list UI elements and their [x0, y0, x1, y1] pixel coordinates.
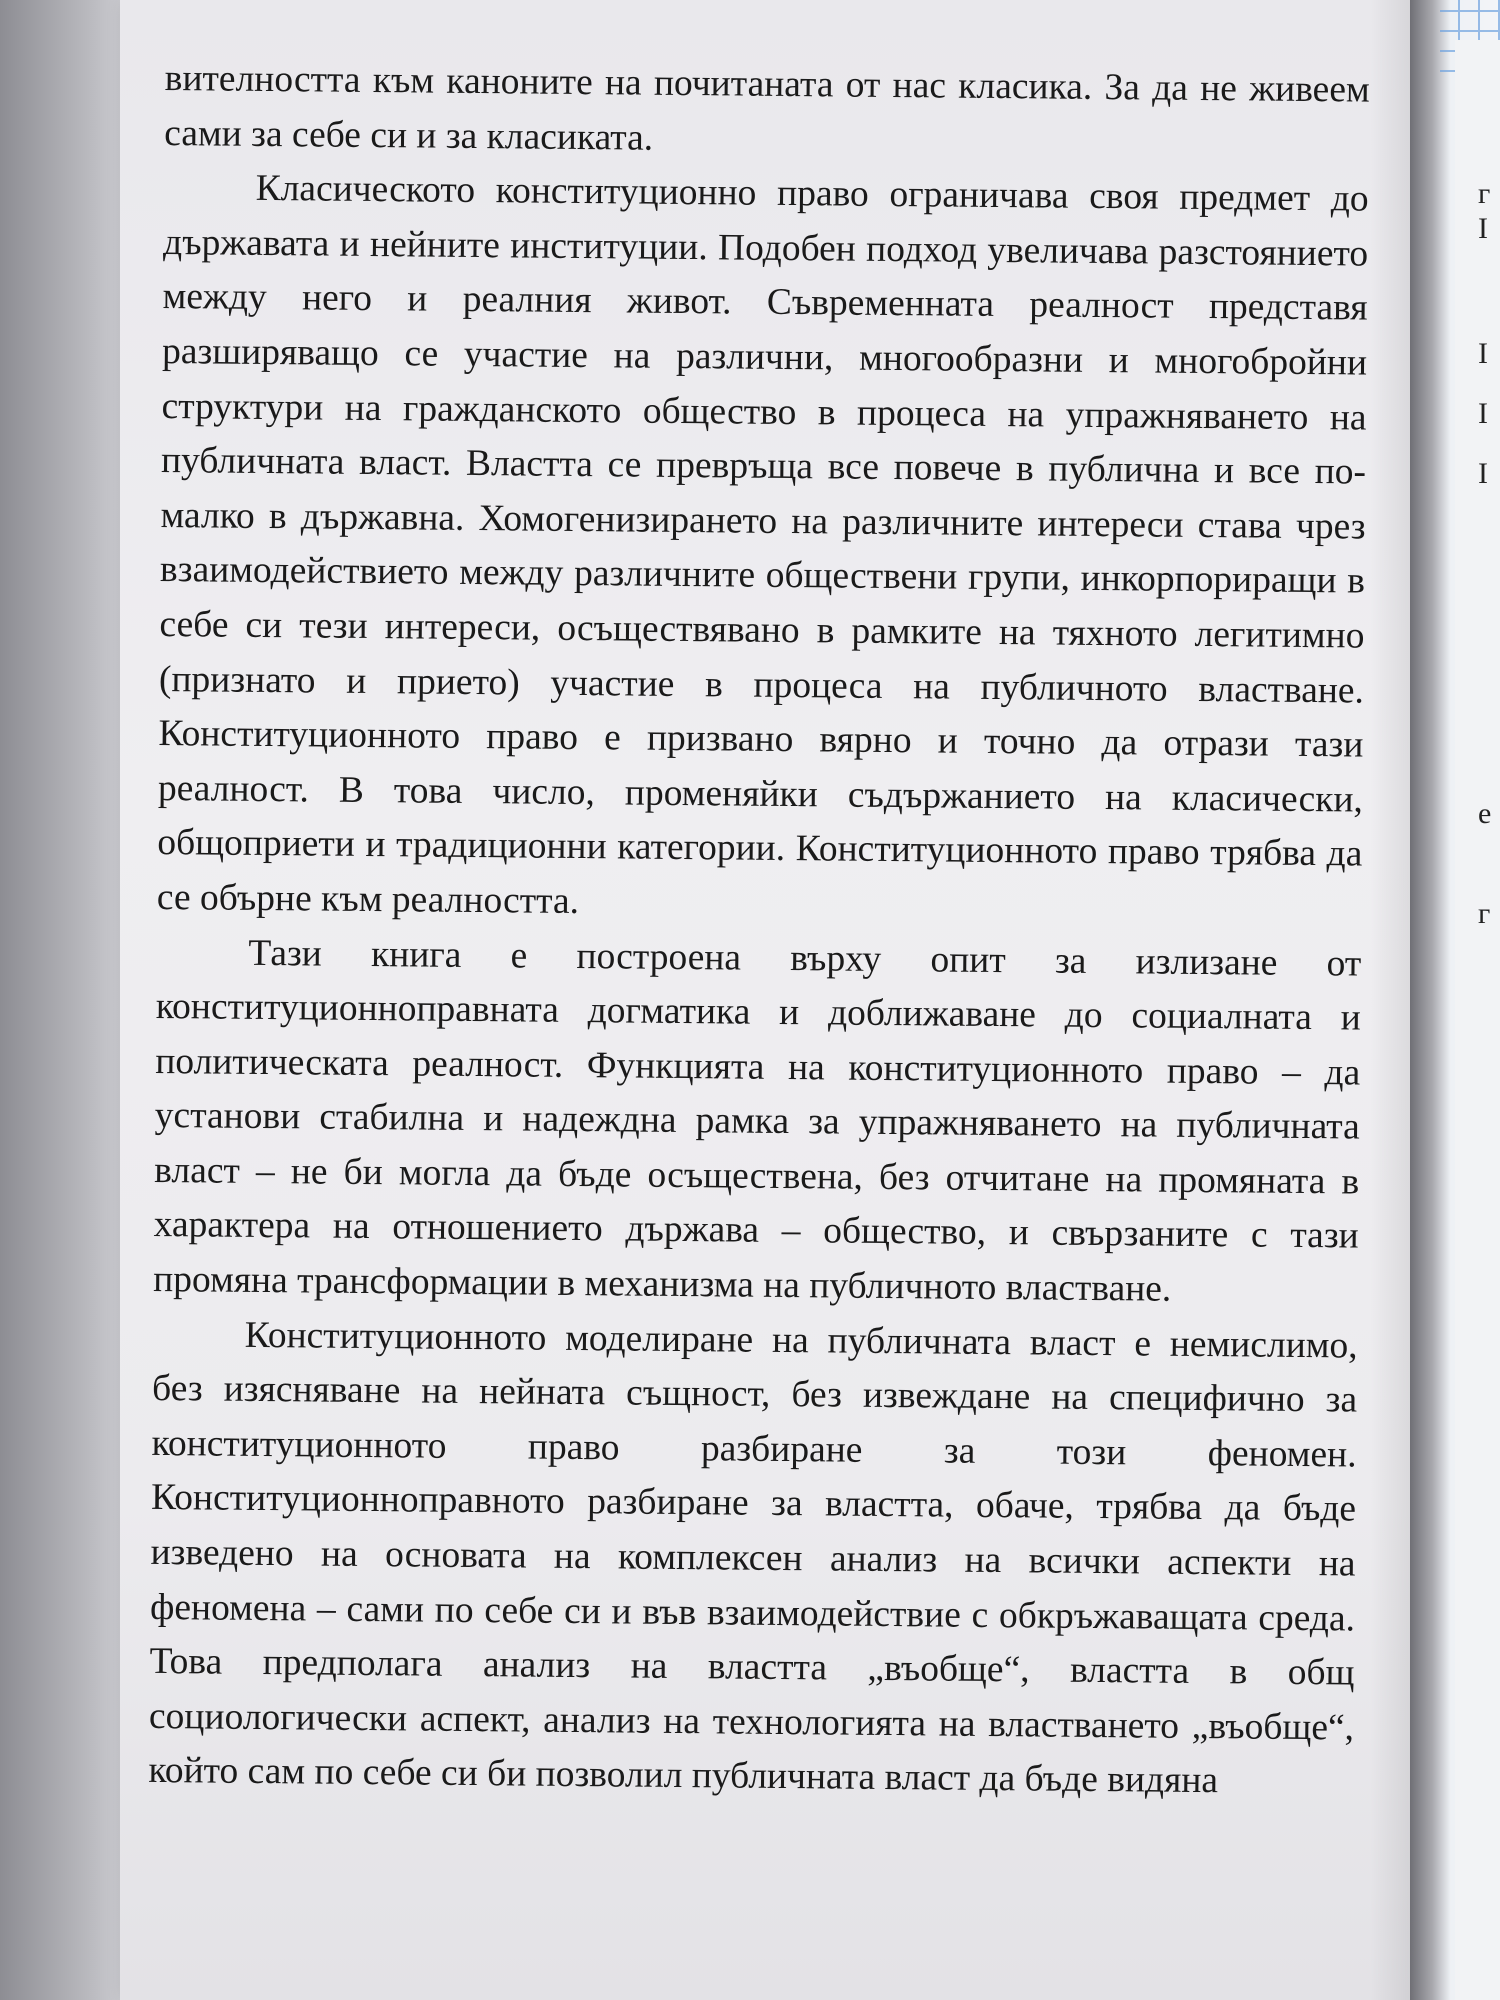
facing-page-glyph: І: [1478, 340, 1488, 368]
facing-page-glyph: г: [1478, 180, 1491, 208]
paragraph-4: Конституционното моделиране на публичната власт е немислимо, без изясняване на нейната същност, без извеждане на специфично за конституционното право разбиране за този феномен. Конституционноправното разбиране за властта, обаче, трябва да бъде изведено на основата на комплексен анализ на всички аспекти на феномена – сами по себе си и във взаимодействие с обкръжаващата среда. Това предполага анализ на властта „въобще“, властта в общ социологически аспект, анализ на технологията на властването „въобще“, който сам по себе си би позволил публичната власт да бъде видяна: [148, 1314, 1358, 1802]
facing-page-glyph: І: [1478, 460, 1488, 488]
facing-page-glyph: г: [1478, 900, 1491, 928]
facing-page-glyph: е: [1478, 800, 1492, 828]
facing-page-glyph: І: [1478, 400, 1488, 428]
body-text: [148, 52, 1370, 1810]
paragraph-2: Класическото конституционно право ограничава своя предмет до държавата и нейните институции. Подобен подход увеличава разстоянието между него и реалния живот. Съвременната реалност представя разширяващо се участие на различни, многообразни и многобройни структури на гражданското общество в процеса на упражняването на публичната власт. Властта се превръща все повече в публична и все по-малко в държавна. Хомогенизирането на различните интереси става чрез взаимодействието между различните обществени групи, инкорпориращи в себе си тези интереси, осъществявано в рамките на тяхното легитимно (признато и прието) участие в процеса на публичното властване. Конституционното право е призвано вярно и точно да отрази тази реалност. В това число, променяйки съдържанието на класически, общоприети и традиционни категории. Конституционното право трябва да се обърне към реалността.: [156, 168, 1369, 922]
paragraph-3: Тази книга е построена върху опит за излизане от конституционноправната догматика и доближаване до социалната и политическата реалност. Функцията на конституционното право – да установи стабилна и надеждна рамка за упражняването на публичната власт – не би могла да бъде осъществена, без отчитане на промяната в характера на отношението държава – общество, и свързаните с тази промяна трансформации в механизма на публичното властване.: [153, 932, 1362, 1310]
paragraph-1: вителността към каноните на почитаната от нас класика. За да не живеем сами за себе си и за класиката.: [164, 57, 1370, 159]
background-surface: [0, 0, 130, 2000]
facing-page-glyph: I: [1478, 215, 1488, 243]
facing-page-edge: [1455, 40, 1500, 2000]
